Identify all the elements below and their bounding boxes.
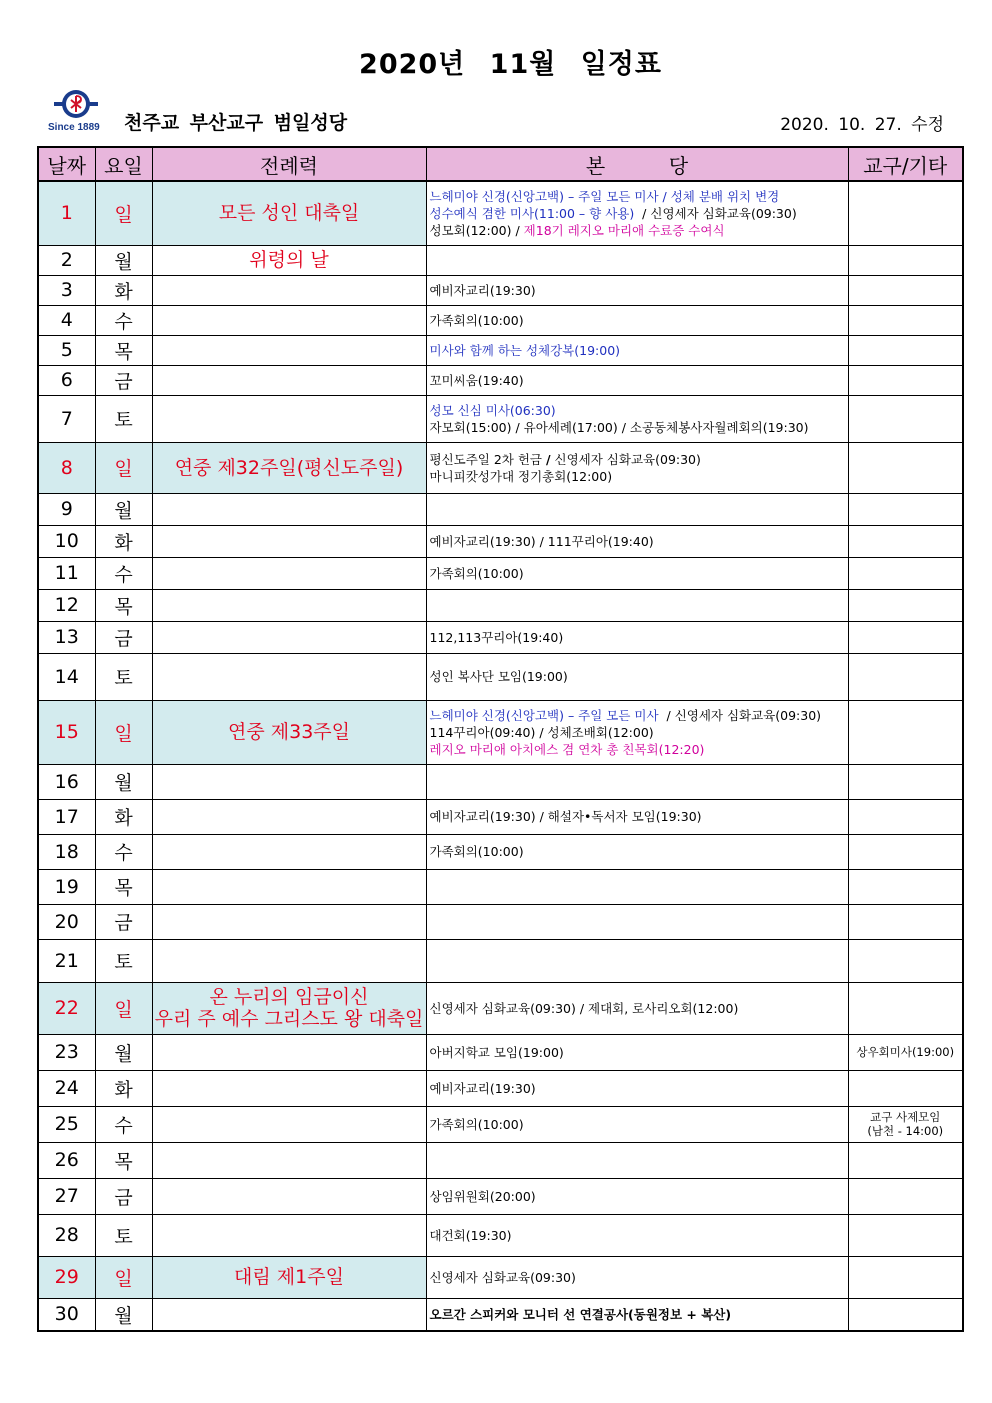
weekday-cell: 월 bbox=[95, 493, 152, 525]
table-row bbox=[38, 869, 963, 904]
event-line bbox=[430, 668, 848, 685]
parish-events-cell bbox=[426, 305, 848, 335]
event-text: 성모 신심 미사(06:30) bbox=[429, 402, 556, 418]
diocese-etc-cell bbox=[848, 1214, 963, 1256]
liturgical-cell bbox=[152, 939, 426, 982]
date-cell: 10 bbox=[38, 525, 95, 557]
weekday-cell: 수 bbox=[95, 834, 152, 869]
table-row bbox=[38, 1034, 963, 1070]
parish-events-cell bbox=[426, 525, 848, 557]
date-cell: 30 bbox=[38, 1298, 95, 1331]
parish-events-cell bbox=[426, 395, 848, 442]
table-row bbox=[38, 799, 963, 834]
diocese-etc-cell bbox=[848, 1142, 963, 1178]
weekday-cell: 화 bbox=[95, 1070, 152, 1106]
table-row bbox=[38, 1214, 963, 1256]
event-line bbox=[430, 1188, 848, 1205]
event-line bbox=[430, 1306, 848, 1323]
liturgical-cell bbox=[152, 621, 426, 653]
table-row bbox=[38, 557, 963, 589]
weekday-cell: 목 bbox=[95, 1142, 152, 1178]
table-row bbox=[38, 442, 963, 493]
event-line bbox=[430, 468, 848, 485]
date-cell: 9 bbox=[38, 493, 95, 525]
weekday-cell: 목 bbox=[95, 335, 152, 365]
diocese-etc-cell bbox=[848, 1070, 963, 1106]
event-line bbox=[430, 312, 848, 329]
event-text: 평신도주일 2차 헌금 bbox=[429, 451, 546, 467]
diocese-etc-cell bbox=[848, 764, 963, 799]
table-row bbox=[38, 904, 963, 939]
table-row bbox=[38, 1070, 963, 1106]
table-row bbox=[38, 365, 963, 395]
liturgical-cell bbox=[152, 335, 426, 365]
event-line bbox=[430, 1000, 848, 1017]
diocese-etc-cell bbox=[848, 395, 963, 442]
header-diocese-etc: 교구/기타 bbox=[848, 147, 963, 181]
date-cell: 12 bbox=[38, 589, 95, 621]
date-cell: 20 bbox=[38, 904, 95, 939]
weekday-cell: 토 bbox=[95, 1214, 152, 1256]
table-row bbox=[38, 621, 963, 653]
date-cell: 16 bbox=[38, 764, 95, 799]
liturgical-cell bbox=[152, 869, 426, 904]
table-row bbox=[38, 493, 963, 525]
parish-events-cell bbox=[426, 1034, 848, 1070]
diocese-etc-cell bbox=[848, 799, 963, 834]
liturgical-cell bbox=[152, 1178, 426, 1214]
liturgical-cell: 연중 제32주일(평신도주일) bbox=[152, 442, 426, 493]
event-line bbox=[430, 843, 848, 860]
event-text: 아버지학교 모임(19:00) bbox=[429, 1044, 564, 1060]
event-text: 가족회의(10:00) bbox=[429, 844, 524, 859]
diocese-etc-cell bbox=[848, 869, 963, 904]
liturgical-cell bbox=[152, 764, 426, 799]
parish-events-cell bbox=[426, 939, 848, 982]
event-text: 레지오 마리애 아치에스 겸 연차 총 친목회(12:20) bbox=[429, 741, 705, 757]
date-cell: 14 bbox=[38, 653, 95, 700]
parish-events-cell bbox=[426, 869, 848, 904]
date-cell: 24 bbox=[38, 1070, 95, 1106]
parish-events-cell bbox=[426, 335, 848, 365]
event-line bbox=[430, 533, 848, 550]
diocese-etc-cell bbox=[848, 335, 963, 365]
liturgical-cell bbox=[152, 365, 426, 395]
parish-events-cell bbox=[426, 1178, 848, 1214]
date-cell: 13 bbox=[38, 621, 95, 653]
table-row bbox=[38, 275, 963, 305]
liturgical-cell bbox=[152, 1298, 426, 1331]
table-row bbox=[38, 1256, 963, 1298]
diocese-etc-cell bbox=[848, 275, 963, 305]
event-line bbox=[430, 1227, 848, 1244]
diocese-etc-cell bbox=[848, 1256, 963, 1298]
table-row bbox=[38, 834, 963, 869]
parish-events-cell bbox=[426, 493, 848, 525]
date-cell: 8 bbox=[38, 442, 95, 493]
weekday-cell: 월 bbox=[95, 1298, 152, 1331]
table-row bbox=[38, 335, 963, 365]
event-text: 대건회(19:30) bbox=[429, 1227, 512, 1243]
weekday-cell: 금 bbox=[95, 904, 152, 939]
liturgical-cell bbox=[152, 395, 426, 442]
date-cell: 15 bbox=[38, 700, 95, 764]
parish-events-cell bbox=[426, 653, 848, 700]
event-line bbox=[430, 565, 848, 582]
parish-events-cell bbox=[426, 1070, 848, 1106]
date-cell: 25 bbox=[38, 1106, 95, 1142]
diocese-etc-cell bbox=[848, 653, 963, 700]
parish-events-cell bbox=[426, 982, 848, 1034]
liturgical-cell bbox=[152, 275, 426, 305]
weekday-cell: 일 bbox=[95, 181, 152, 245]
liturgical-cell bbox=[152, 525, 426, 557]
event-text: 가족회의(10:00) bbox=[429, 1116, 524, 1132]
liturgical-cell: 모든 성인 대축일 bbox=[152, 181, 426, 245]
weekday-cell: 월 bbox=[95, 764, 152, 799]
event-text: 예비자교리(19:30) bbox=[429, 1080, 536, 1096]
table-row bbox=[38, 1106, 963, 1142]
event-text: 가족회의(10:00) bbox=[429, 312, 524, 328]
weekday-cell: 월 bbox=[95, 245, 152, 275]
event-text: 성수예식 겸한 미사(11:00 – 향 사용) bbox=[429, 205, 635, 221]
date-cell: 28 bbox=[38, 1214, 95, 1256]
liturgical-cell bbox=[152, 1106, 426, 1142]
parish-events-cell bbox=[426, 442, 848, 493]
event-line bbox=[430, 707, 848, 724]
header-date: 날짜 bbox=[38, 147, 95, 181]
parish-name: 천주교 부산교구 범일성당 bbox=[124, 112, 348, 134]
weekday-cell: 토 bbox=[95, 653, 152, 700]
liturgical-cell bbox=[152, 305, 426, 335]
liturgical-cell: 연중 제33주일 bbox=[152, 700, 426, 764]
event-text: 114꾸리아(09:40) / 성체조배회(12:00) bbox=[429, 724, 654, 740]
liturgical-cell bbox=[152, 1034, 426, 1070]
parish-events-cell bbox=[426, 181, 848, 245]
event-line bbox=[430, 402, 848, 419]
diocese-etc-cell bbox=[848, 245, 963, 275]
logo-since-text: Since 1889 bbox=[48, 122, 100, 133]
table-row bbox=[38, 700, 963, 764]
event-text: 자모회(15:00) / 유아세례(17:00) / 소공동체봉사자월례회의(19:30) bbox=[429, 419, 809, 435]
table-header-row bbox=[38, 147, 963, 181]
parish-events-cell bbox=[426, 1298, 848, 1331]
liturgical-cell bbox=[152, 1214, 426, 1256]
parish-events-cell bbox=[426, 1214, 848, 1256]
event-text: 예비자교리(19:30) bbox=[429, 282, 536, 298]
table-row bbox=[38, 395, 963, 442]
diocese-etc-cell bbox=[848, 525, 963, 557]
parish-events-cell bbox=[426, 834, 848, 869]
diocese-etc-cell bbox=[848, 365, 963, 395]
event-text: / 신영세자 심화교육(09:30) bbox=[634, 205, 797, 221]
event-text: 성인 복사단 모임(19:00) bbox=[429, 669, 568, 684]
liturgical-cell bbox=[152, 653, 426, 700]
weekday-cell: 토 bbox=[95, 939, 152, 982]
parish-events-cell bbox=[426, 799, 848, 834]
diocese-etc-cell bbox=[848, 589, 963, 621]
date-cell: 19 bbox=[38, 869, 95, 904]
event-line bbox=[430, 205, 848, 222]
weekday-cell: 수 bbox=[95, 305, 152, 335]
table-row bbox=[38, 764, 963, 799]
event-line bbox=[430, 451, 848, 468]
event-text: 성모회(12:00) / bbox=[429, 222, 524, 238]
event-text: 신영세자 심화교육(09:30) bbox=[429, 1269, 576, 1285]
liturgical-cell: 위령의 날 bbox=[152, 245, 426, 275]
table-row bbox=[38, 525, 963, 557]
diocese-etc-cell bbox=[848, 621, 963, 653]
parish-events-cell bbox=[426, 764, 848, 799]
event-line bbox=[430, 419, 848, 436]
event-text: 느헤미야 신경(신앙고백) – 주일 모든 미사 / 성체 분배 위치 변경 bbox=[429, 188, 780, 204]
liturgical-cell bbox=[152, 493, 426, 525]
parish-events-cell bbox=[426, 1142, 848, 1178]
date-cell: 5 bbox=[38, 335, 95, 365]
event-line bbox=[430, 1080, 848, 1097]
diocese-etc-cell bbox=[848, 700, 963, 764]
liturgical-cell bbox=[152, 1142, 426, 1178]
parish-events-cell bbox=[426, 621, 848, 653]
liturgical-cell bbox=[152, 904, 426, 939]
event-line bbox=[430, 342, 848, 359]
weekday-cell: 금 bbox=[95, 365, 152, 395]
date-cell: 22 bbox=[38, 982, 95, 1034]
liturgical-cell bbox=[152, 589, 426, 621]
parish-events-cell bbox=[426, 904, 848, 939]
header-weekday: 요일 bbox=[95, 147, 152, 181]
liturgical-cell bbox=[152, 1070, 426, 1106]
table-row bbox=[38, 1298, 963, 1331]
date-cell: 23 bbox=[38, 1034, 95, 1070]
table-row bbox=[38, 939, 963, 982]
diocese-etc-cell: 상우회미사(19:00) bbox=[848, 1034, 963, 1070]
parish-events-cell bbox=[426, 365, 848, 395]
liturgical-cell bbox=[152, 557, 426, 589]
parish-events-cell bbox=[426, 275, 848, 305]
event-text: 가족회의(10:00) bbox=[429, 565, 524, 581]
event-line bbox=[430, 188, 848, 205]
revision-date: 2020. 10. 27. 수정 bbox=[780, 115, 944, 135]
diocese-etc-cell bbox=[848, 1298, 963, 1331]
diocese-etc-cell bbox=[848, 939, 963, 982]
date-cell: 17 bbox=[38, 799, 95, 834]
chi-rho-icon bbox=[54, 88, 98, 120]
page-title: 2020년 11월 일정표 bbox=[359, 49, 662, 80]
date-cell: 1 bbox=[38, 181, 95, 245]
event-line bbox=[430, 372, 848, 389]
table-row bbox=[38, 982, 963, 1034]
liturgical-cell bbox=[152, 799, 426, 834]
date-cell: 3 bbox=[38, 275, 95, 305]
event-text: 미사와 함께 하는 성체강복(19:00) bbox=[429, 342, 621, 358]
diocese-etc-cell bbox=[848, 904, 963, 939]
date-cell: 21 bbox=[38, 939, 95, 982]
event-line bbox=[430, 741, 848, 758]
event-line bbox=[430, 724, 848, 741]
event-text: 마니피캇성가대 정기총회(12:00) bbox=[429, 468, 613, 484]
date-cell: 6 bbox=[38, 365, 95, 395]
diocese-etc-cell bbox=[848, 181, 963, 245]
table-row bbox=[38, 653, 963, 700]
weekday-cell: 수 bbox=[95, 1106, 152, 1142]
event-text: / 신영세자 심화교육(09:30) bbox=[662, 707, 822, 723]
liturgical-cell: 대림 제1주일 bbox=[152, 1256, 426, 1298]
weekday-cell: 월 bbox=[95, 1034, 152, 1070]
weekday-cell: 화 bbox=[95, 275, 152, 305]
weekday-cell: 일 bbox=[95, 442, 152, 493]
weekday-cell: 일 bbox=[95, 700, 152, 764]
table-row bbox=[38, 305, 963, 335]
table-row bbox=[38, 589, 963, 621]
date-cell: 11 bbox=[38, 557, 95, 589]
parish-events-cell bbox=[426, 245, 848, 275]
diocese-etc-cell bbox=[848, 305, 963, 335]
event-line bbox=[430, 1044, 848, 1061]
date-cell: 29 bbox=[38, 1256, 95, 1298]
event-line bbox=[430, 282, 848, 299]
date-cell: 7 bbox=[38, 395, 95, 442]
diocese-etc-cell bbox=[848, 493, 963, 525]
date-cell: 4 bbox=[38, 305, 95, 335]
parish-events-cell bbox=[426, 700, 848, 764]
weekday-cell: 일 bbox=[95, 982, 152, 1034]
event-line bbox=[430, 808, 848, 825]
event-text: 예비자교리(19:30) / 111꾸리아(19:40) bbox=[429, 533, 654, 549]
event-text: 상임위원회(20:00) bbox=[429, 1188, 536, 1204]
liturgical-cell bbox=[152, 834, 426, 869]
weekday-cell: 일 bbox=[95, 1256, 152, 1298]
table-row bbox=[38, 181, 963, 245]
table-row bbox=[38, 1142, 963, 1178]
diocese-etc-cell bbox=[848, 442, 963, 493]
event-line bbox=[430, 1116, 848, 1133]
event-text: 예비자교리(19:30) / 해설자•독서자 모임(19:30) bbox=[429, 809, 702, 824]
date-cell: 27 bbox=[38, 1178, 95, 1214]
event-text: 느헤미야 신경(신앙고백) – 주일 모든 미사 bbox=[429, 707, 663, 723]
event-text: 112,113꾸리아(19:40) bbox=[429, 629, 564, 645]
table-row bbox=[38, 1178, 963, 1214]
parish-logo bbox=[44, 88, 118, 136]
weekday-cell: 토 bbox=[95, 395, 152, 442]
date-cell: 18 bbox=[38, 834, 95, 869]
date-cell: 26 bbox=[38, 1142, 95, 1178]
event-text: 신영세자 심화교육(09:30) / 제대회, 로사리오회(12:00) bbox=[429, 1000, 739, 1016]
event-line bbox=[430, 629, 848, 646]
event-text: 꼬미씨움(19:40) bbox=[429, 372, 524, 388]
weekday-cell: 목 bbox=[95, 869, 152, 904]
weekday-cell: 화 bbox=[95, 525, 152, 557]
diocese-etc-cell bbox=[848, 834, 963, 869]
weekday-cell: 금 bbox=[95, 1178, 152, 1214]
diocese-etc-cell bbox=[848, 1178, 963, 1214]
event-text: 신영세자 심화교육(09:30) bbox=[550, 451, 701, 467]
schedule-table bbox=[37, 146, 964, 1332]
diocese-etc-cell: 교구 사제모임 (남천 - 14:00) bbox=[848, 1106, 963, 1142]
weekday-cell: 수 bbox=[95, 557, 152, 589]
event-line bbox=[430, 222, 848, 239]
diocese-etc-cell bbox=[848, 982, 963, 1034]
parish-events-cell bbox=[426, 589, 848, 621]
weekday-cell: 목 bbox=[95, 589, 152, 621]
parish-events-cell bbox=[426, 1256, 848, 1298]
parish-events-cell bbox=[426, 557, 848, 589]
header-parish: 본 당 bbox=[426, 147, 848, 181]
liturgical-cell: 온 누리의 임금이신 우리 주 예수 그리스도 왕 대축일 bbox=[152, 982, 426, 1034]
event-text: 제18기 레지오 마리애 수료증 수여식 bbox=[523, 222, 725, 238]
weekday-cell: 금 bbox=[95, 621, 152, 653]
header-liturgical: 전례력 bbox=[152, 147, 426, 181]
diocese-etc-cell bbox=[848, 557, 963, 589]
event-text: 오르간 스피커와 모니터 선 연결공사(동원정보 + 복산) bbox=[429, 1306, 732, 1322]
event-text: / bbox=[545, 451, 551, 467]
table-row bbox=[38, 245, 963, 275]
date-cell: 2 bbox=[38, 245, 95, 275]
event-line bbox=[430, 1269, 848, 1286]
weekday-cell: 화 bbox=[95, 799, 152, 834]
parish-events-cell bbox=[426, 1106, 848, 1142]
